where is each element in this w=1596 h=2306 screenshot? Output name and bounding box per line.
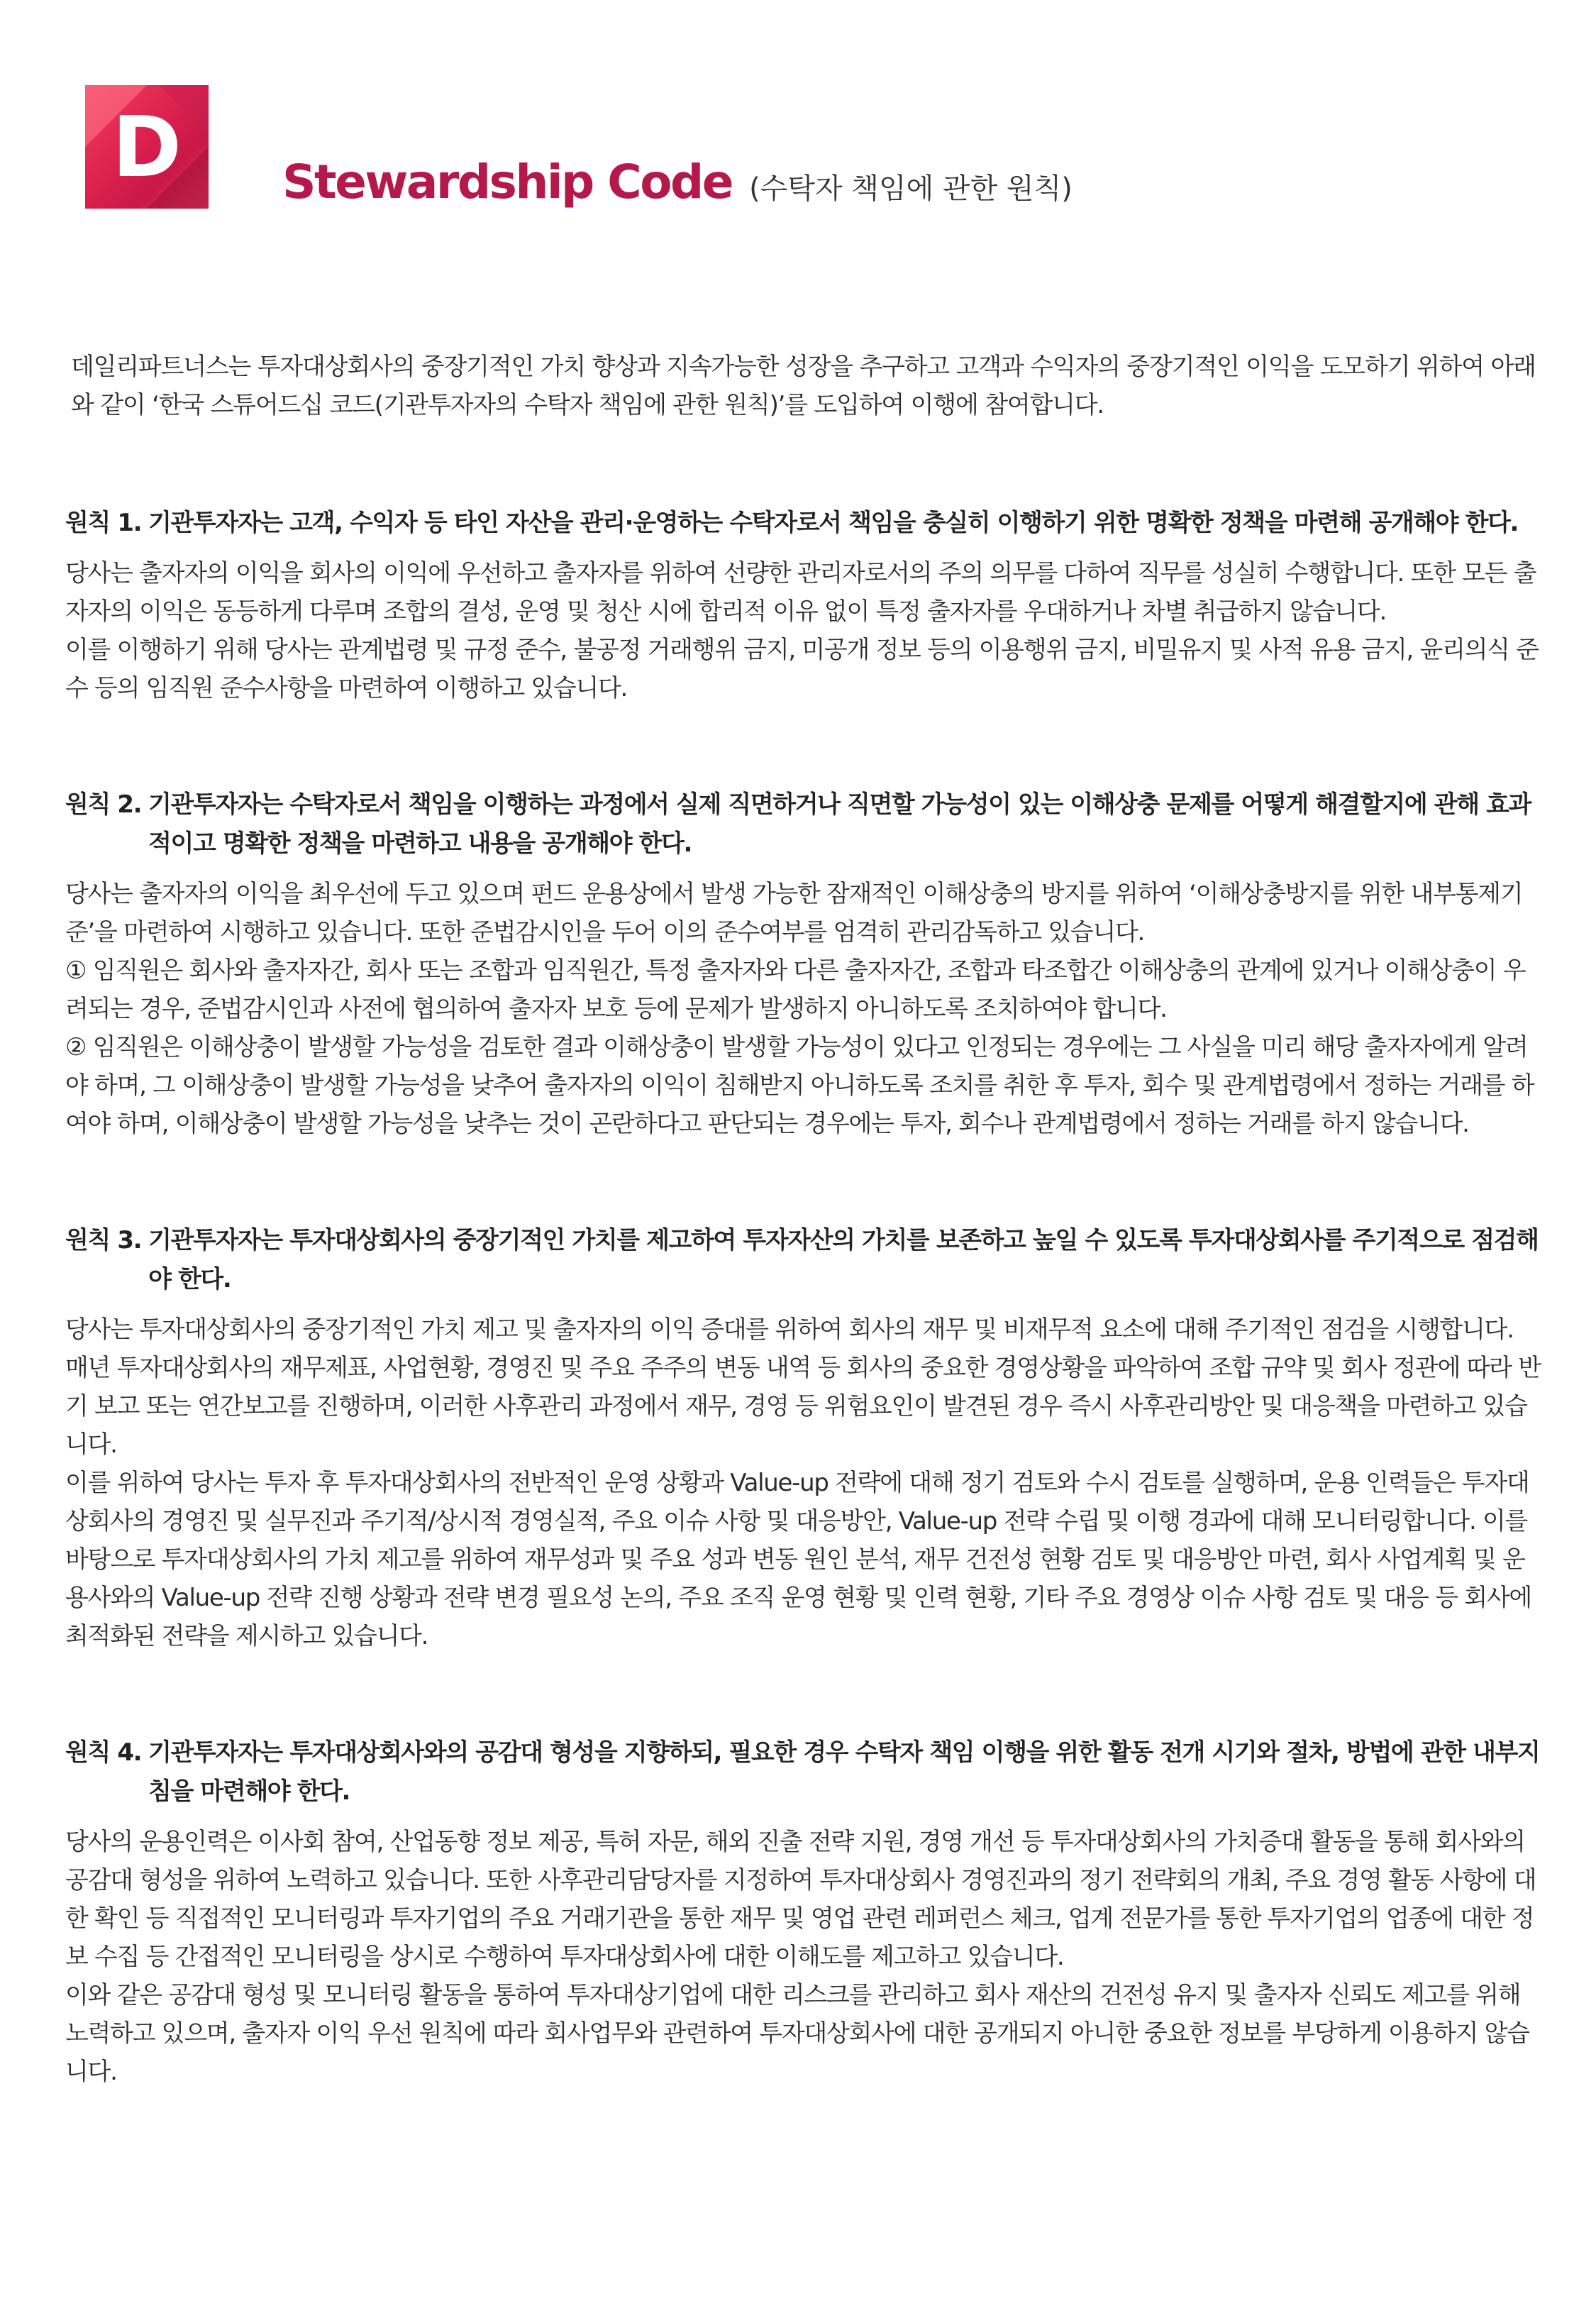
page-title: Stewardship Code: [282, 155, 733, 209]
principle-2: [65, 785, 1541, 1143]
principle-3: [65, 1221, 1541, 1655]
principle-paragraph: 이를 위하여 당사는 투자 후 투자대상회사의 전반적인 운영 상황과 Value-up 전략에 대해 정기 검토와 수시 검토를 실행하며, 운용 인력들은 투자대상회사의 경영진 및 실무진과 주기적/상시적 경영실적, 주요 이슈 사항 및 대응방안, Value-up 전략 수립 및 이행 경과에 대해 모니터링합니다. 이를 바탕으로 투자대상회사의 가치 제고를 위하여 재무성과 및 주요 성과 변동 원인 분석, 재무 건전성 현황 검토 및 대응방안 마련, 회사 사업계획 및 운용사와의 Value-up 전략 진행 상황과 전략 변경 필요성 논의, 주요 조직 운영 현황 및 인력 현황, 기타 주요 경영상 이슈 사항 검토 및 대응 등 회사에 최적화된 전략을 제시하고 있습니다.: [65, 1469, 1531, 1650]
page-subtitle: (수탁자 책임에 관한 원칙): [749, 172, 1073, 205]
principle-heading: [65, 504, 1541, 543]
principle-number: 원칙 1.: [65, 509, 142, 537]
principle-paragraph: 이를 이행하기 위해 당사는 관계법령 및 규정 준수, 불공정 거래행위 금지, 미공개 정보 등의 이용행위 금지, 비밀유지 및 사적 유용 금지, 윤리의식 준수 등의 임직원 준수사항을 마련하여 이행하고 있습니다.: [65, 636, 1539, 702]
principle-body: [65, 1823, 1541, 2091]
principle-heading: [65, 785, 1541, 864]
principle-title: 기관투자자는 수탁자로서 책임을 이행하는 과정에서 실제 직면하거나 직면할 가능성이 있는 이해상충 문제를 어떻게 해결할지에 관해 효과적이고 명확한 정책을 마련하고 내용을 공개해야 한다.: [148, 790, 1531, 858]
principle-heading: [65, 1221, 1541, 1299]
principle-heading: [65, 1733, 1541, 1811]
principle-1: [65, 504, 1541, 707]
company-logo: [85, 85, 209, 209]
principle-body: [65, 875, 1541, 1143]
principle-paragraph: ① 임직원은 회사와 출자자간, 회사 또는 조합과 임직원간, 특정 출자자와 다른 출자자간, 조합과 타조합간 이해상충의 관계에 있거나 이해상충이 우려되는 경우, 준법감시인과 사전에 협의하여 출자자 보호 등에 문제가 발생하지 아니하도록 조치하여야 합니다.: [65, 956, 1526, 1023]
principle-4: [65, 1733, 1541, 2091]
principle-number: 원칙 2.: [65, 790, 142, 819]
principle-paragraph: 당사는 출자자의 이익을 회사의 이익에 우선하고 출자자를 위하여 선량한 관리자로서의 주의 의무를 다하여 직무를 성실히 수행합니다. 또한 모든 출자자의 이익은 동등하게 다루며 조합의 결성, 운영 및 청산 시에 합리적 이유 없이 특정 출자자를 우대하거나 차별 취급하지 않습니다.: [65, 559, 1536, 626]
principle-number: 원칙 3.: [65, 1226, 142, 1254]
principle-paragraph: 이와 같은 공감대 형성 및 모니터링 활동을 통하여 투자대상기업에 대한 리스크를 관리하고 회사 재산의 건전성 유지 및 출자자 신뢰도 제고를 위해 노력하고 있으며, 출자자 이익 우선 원칙에 따라 회사업무와 관련하여 투자대상회사에 대한 공개되지 아니한 중요한 정보를 부당하게 이용하지 않습니다.: [65, 1981, 1529, 2086]
principle-body: [65, 1311, 1541, 1655]
principle-title: 기관투자자는 투자대상회사와의 공감대 형성을 지향하되, 필요한 경우 수탁자 책임 이행을 위한 활동 전개 시기와 절차, 방법에 관한 내부지침을 마련해야 한다.: [148, 1738, 1540, 1806]
principle-paragraph: 당사의 운용인력은 이사회 참여, 산업동향 정보 제공, 특허 자문, 해외 진출 전략 지원, 경영 개선 등 투자대상회사의 가치증대 활동을 통해 회사와의 공감대 형성을 위하여 노력하고 있습니다. 또한 사후관리담당자를 지정하여 투자대상회사 경영진과의 정기 전략회의 개최, 주요 경영 활동 사항에 대한 확인 등 직접적인 모니터링과 투자기업의 주요 거래기관을 통한 재무 및 영업 관련 레퍼런스 체크, 업계 전문가를 통한 투자기업의 업종에 대한 정보 수집 등 간접적인 모니터링을 상시로 수행하여 투자대상회사에 대한 이해도를 제고하고 있습니다.: [65, 1828, 1536, 1971]
principle-title: 기관투자자는 고객, 수익자 등 타인 자산을 관리·운영하는 수탁자로서 책임을 충실히 이행하기 위한 명확한 정책을 마련해 공개해야 한다.: [148, 509, 1519, 537]
principle-paragraph: ② 임직원은 이해상충이 발생할 가능성을 검토한 결과 이해상충이 발생할 가능성이 있다고 인정되는 경우에는 그 사실을 미리 해당 출자자에게 알려야 하며, 그 이해상충이 발생할 가능성을 낮추어 출자자의 이익이 침해받지 아니하도록 조치를 취한 후 투자, 회수 및 관계법령에서 정하는 거래를 하여야 하며, 이해상충이 발생할 가능성을 낮추는 것이 곤란하다고 판단되는 경우에는 투자, 회수나 관계법령에서 정하는 거래를 하지 않습니다.: [65, 1033, 1534, 1138]
principle-body: [65, 554, 1541, 707]
logo-letter: D: [112, 98, 182, 196]
principle-number: 원칙 4.: [65, 1738, 142, 1767]
principle-paragraph: 당사는 출자자의 이익을 최우선에 두고 있으며 펀드 운용상에서 발생 가능한 잠재적인 이해상충의 방지를 위하여 ‘이해상충방지를 위한 내부통제기준’을 마련하여 시행하고 있습니다. 또한 준법감시인을 두어 이의 준수여부를 엄격히 관리감독하고 있습니다.: [65, 880, 1523, 947]
principle-paragraph: 당사는 투자대상회사의 중장기적인 가치 제고 및 출자자의 이익 증대를 위하여 회사의 재무 및 비재무적 요소에 대해 주기적인 점검을 시행합니다. 매년 투자대상회사의 재무제표, 사업현황, 경영진 및 주요 주주의 변동 내역 등 회사의 중요한 경영상황을 파악하여 조합 규약 및 회사 정관에 따라 반기 보고 또는 연간보고를 진행하며, 이러한 사후관리 과정에서 재무, 경영 등 위험요인이 발견된 경우 즉시 사후관리방안 및 대응책을 마련하고 있습니다.: [65, 1315, 1541, 1459]
document-body: [65, 348, 1541, 2091]
intro-paragraph: 데일리파트너스는 투자대상회사의 중장기적인 가치 향상과 지속가능한 성장을 추구하고 고객과 수익자의 중장기적인 이익을 도모하기 위하여 아래와 같이 ‘한국 스튜어드십 코드(기관투자자의 수탁자 책임에 관한 원칙)’를 도입하여 이행에 참여합니다.: [71, 353, 1536, 419]
page-header: [282, 155, 1073, 209]
principle-title: 기관투자자는 투자대상회사의 중장기적인 가치를 제고하여 투자자산의 가치를 보존하고 높일 수 있도록 투자대상회사를 주기적으로 점검해야 한다.: [148, 1226, 1539, 1293]
